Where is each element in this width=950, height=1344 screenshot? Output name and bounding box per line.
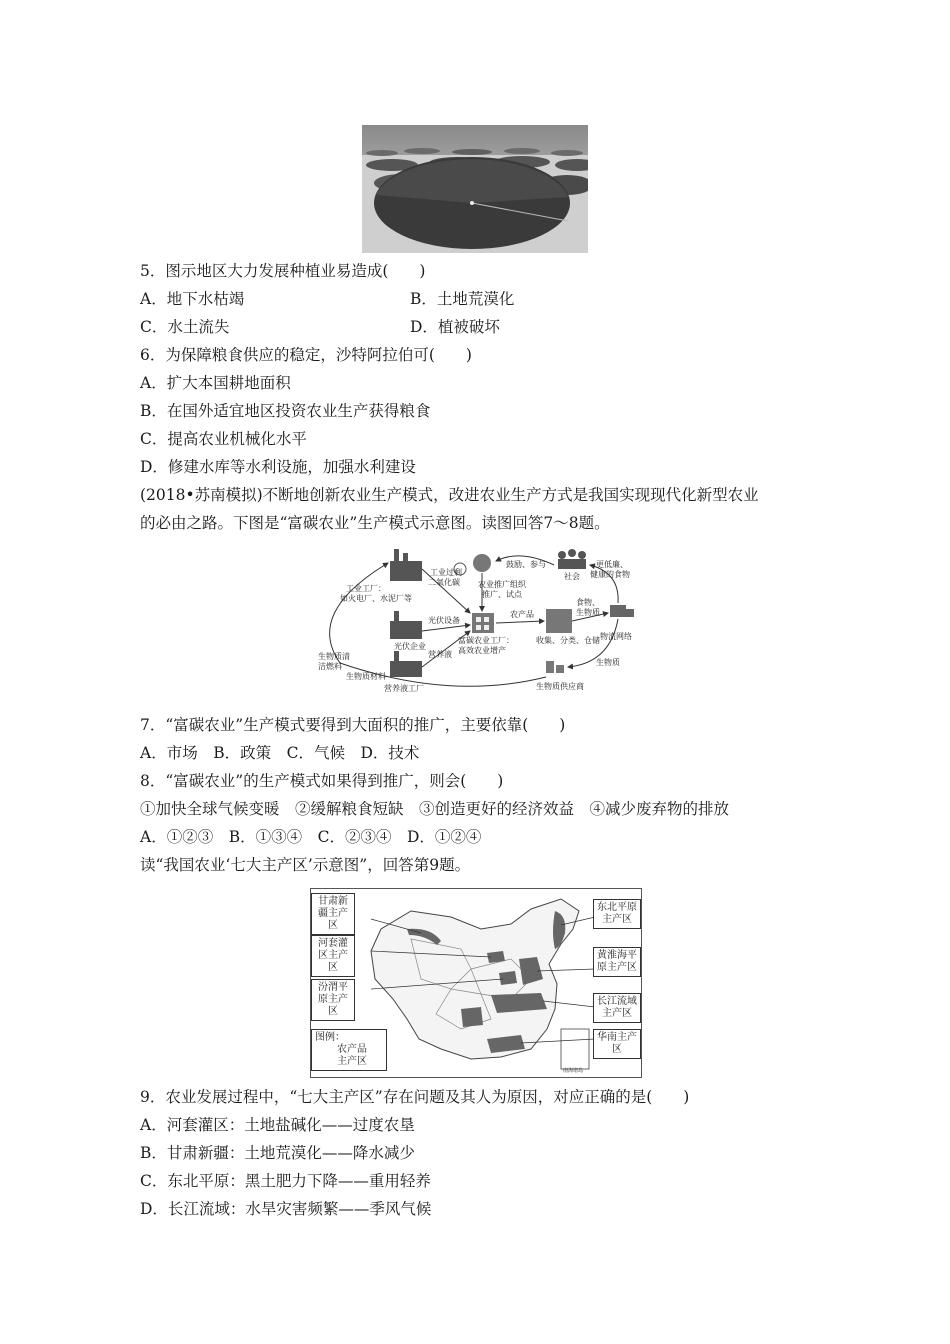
svg-text:洁燃料: [318, 661, 342, 671]
label-changjiang: 长江流域主产区: [593, 993, 641, 1023]
q8-items: ①加快全球气候变暖 ②缓解粮食短缺 ③创造更好的经济效益 ④减少废弃物的排放: [140, 800, 730, 818]
lbl-org-sub: 推广、试点: [482, 590, 522, 599]
svg-text:二氧化碳: [428, 577, 460, 587]
q5-option-c[interactable]: C．水土流失: [140, 318, 230, 336]
society-people-icon: [558, 549, 586, 569]
lbl-bio-fuel: 生物质清: [318, 652, 350, 661]
svg-text:农业推广组织: [478, 579, 527, 589]
svg-text:收集、分类、仓储: [536, 635, 600, 645]
q6-stem: 6．为保障粮食供应的稳定，沙特阿拉伯可( ): [140, 346, 472, 364]
svg-text:营养液工厂: [384, 683, 424, 693]
q6-option-a[interactable]: A．扩大本国耕地面积: [140, 374, 291, 392]
svg-text:生物质供应商: [536, 681, 584, 691]
q9-option-c[interactable]: C．东北平原：黑土肥力下降——重用轻养: [140, 1172, 431, 1190]
lbl-supplier: 生物质供应商: [536, 682, 584, 691]
q5-option-d[interactable]: D．植被破坏: [410, 318, 500, 336]
q6-option-d[interactable]: D．修建水库等水利设施，加强水利建设: [140, 458, 416, 476]
lbl-farm-product: 农产品: [510, 610, 534, 619]
svg-text:富碳农业工厂：: [458, 635, 514, 645]
svg-text:如火电厂、水泥厂等: [340, 593, 412, 603]
q6-option-b[interactable]: B．在国外适宜地区投资农业生产获得粮食: [140, 402, 431, 420]
lbl-healthy-sub: 健康的食物: [590, 570, 630, 579]
q7-options[interactable]: A．市场 B．政策 C．气候 D．技术: [140, 744, 420, 762]
svg-text:生物质清: [318, 651, 350, 661]
q9-stem: 9．农业发展过程中，“七大主产区”存在问题及其人为原因，对应正确的是( ): [140, 1088, 690, 1106]
svg-text:农产品: [510, 609, 534, 619]
intro-9: 读“我国农业‘七大主产区’示意图”，回答第9题。: [140, 856, 471, 874]
lbl-nutrient: 营养液: [428, 650, 452, 659]
svg-text:营养液: [428, 649, 452, 659]
q9-option-d[interactable]: D．长江流域：水旱灾害频繁——季风气候: [140, 1200, 432, 1218]
q8-stem: 8．“富碳农业”的生产模式如果得到推广，则会( ): [140, 772, 504, 790]
svg-text:光伏设备: [428, 615, 460, 625]
inset-label: 南海诸岛: [563, 1068, 584, 1074]
lbl-food: 食物、: [576, 598, 600, 607]
q9-option-b[interactable]: B．甘肃新疆：土地荒漠化——降水减少: [140, 1144, 415, 1162]
label-hetao: 河套灌区主产区: [311, 935, 355, 977]
lbl-nutrient-factory: 营养液工厂: [384, 684, 424, 693]
irrigation-photo: [362, 125, 588, 253]
svg-text:更低廉、: [596, 559, 628, 569]
svg-text:光伏企业: [394, 641, 426, 651]
nutrient-factory-icon: [390, 651, 422, 677]
svg-text:健康的食物: [590, 569, 630, 579]
svg-text:社会: [564, 571, 580, 581]
region-fenwei: [499, 971, 517, 985]
svg-text:高效农业增产: [458, 645, 506, 655]
lbl-factory-sub: 如火电厂、水泥厂等: [340, 594, 412, 603]
intro-7-8-line1: (2018•苏南模拟)不断地创新农业生产模式，改进农业生产方式是我国实现现代化新型农业: [140, 486, 759, 504]
label-fenwei: 汾渭平原主产区: [311, 979, 355, 1021]
pv-factory-icon: [390, 611, 422, 639]
lbl-food-sub: 生物质: [576, 608, 600, 617]
lbl-collect: 收集、分类、仓储: [536, 636, 600, 645]
q7-stem: 7．“富碳农业”生产模式要得到大面积的推广，主要依靠( ): [140, 716, 566, 734]
lbl-healthy: 更低廉、: [596, 560, 628, 569]
truck-icon: [610, 605, 634, 617]
svg-text:推广、试点: [482, 589, 523, 599]
label-gansu: 甘肃新疆主产区: [311, 893, 355, 935]
svg-text:工业过剩: [430, 567, 462, 577]
lbl-bio-material: 生物质材料: [346, 672, 386, 681]
biomass-supplier-icon: [546, 661, 564, 673]
legend-item: 农产品主产区: [337, 1044, 367, 1067]
warehouse-icon: [546, 609, 572, 633]
lbl-encourage: 鼓励、参与: [506, 560, 546, 569]
svg-text:生物质: [576, 607, 600, 617]
svg-text:南海诸岛: [563, 1067, 583, 1074]
industrial-factory-icon: [390, 549, 422, 581]
q5-stem: 5．图示地区大力发展种植业易造成( ): [140, 262, 426, 280]
lbl-society: 社会: [564, 572, 580, 581]
svg-text:生物质材料: [346, 671, 386, 681]
lbl-bio-fuel-sub: 洁燃料: [318, 662, 342, 671]
lbl-co2: 工业过剩: [430, 568, 462, 577]
lbl-factory: 工业工厂：: [346, 584, 386, 593]
rich-carbon-diagram: [310, 543, 645, 703]
lbl-biomass: 生物质: [596, 658, 620, 667]
svg-text:物流网络: [600, 631, 632, 641]
china-map-figure: [310, 888, 642, 1078]
q9-option-a[interactable]: A．河套灌区：土地盐碱化——过度农垦: [140, 1116, 415, 1134]
lbl-org: 农业推广组织: [478, 580, 526, 589]
legend-title: 图例：: [315, 1032, 345, 1043]
map-legend: [311, 1029, 387, 1071]
svg-text:工业工厂：: [346, 583, 386, 593]
label-huanghuaihai: 黄淮海平原主产区: [593, 947, 641, 977]
farm-building-icon: [472, 613, 494, 633]
lbl-farm: 富碳农业工厂：: [458, 636, 514, 645]
svg-text:食物、: [576, 597, 600, 607]
region-southwest: [461, 1007, 483, 1027]
q6-option-c[interactable]: C．提高农业机械化水平: [140, 430, 307, 448]
lbl-pv-device: 光伏设备: [428, 616, 460, 625]
lbl-pv-company: 光伏企业: [394, 642, 426, 651]
svg-text:鼓励、参与: [506, 559, 546, 569]
lbl-farm-sub: 高效农业增产: [458, 646, 506, 655]
label-dongbei: 东北平原主产区: [593, 899, 641, 929]
lbl-co2-sub: 二氧化碳: [428, 578, 460, 587]
q5-option-b[interactable]: B．土地荒漠化: [410, 290, 515, 308]
intro-7-8-line2: 的必由之路。下图是“富碳农业”生产模式示意图。读图回答7～8题。: [140, 514, 610, 532]
svg-text:生物质: [596, 657, 620, 667]
lbl-logistics: 物流网络: [600, 632, 632, 641]
label-huanan: 华南主产区: [593, 1029, 641, 1059]
q8-options[interactable]: A．①②③ B．①③④ C．②③④ D．①②④: [140, 828, 482, 846]
q5-option-a[interactable]: A．地下水枯竭: [140, 290, 245, 308]
